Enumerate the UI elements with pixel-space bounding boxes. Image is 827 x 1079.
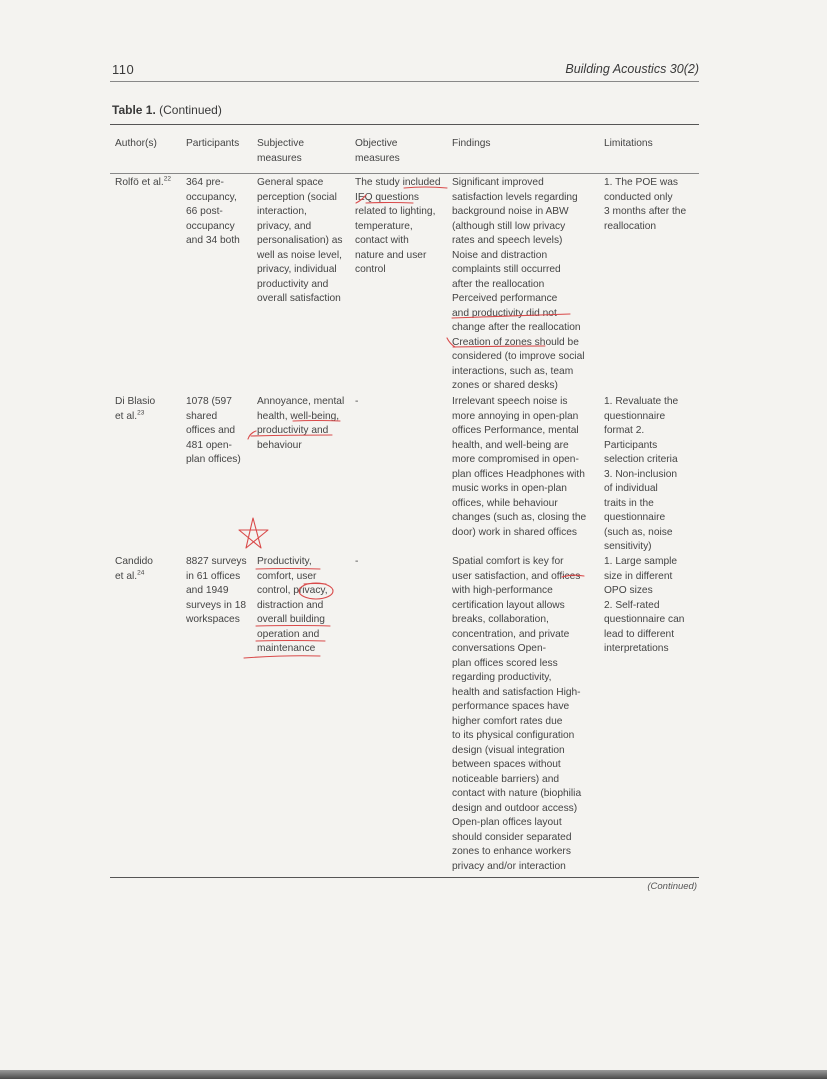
column-header-objective: Objective measures bbox=[355, 138, 400, 164]
reference-number: 22 bbox=[163, 175, 171, 183]
table-cell-subjective: Productivity, comfort, user control, privacy, distraction and overall building operation and maintenance bbox=[257, 556, 328, 654]
author-name: Candido et al. bbox=[115, 556, 153, 582]
table-cell-objective: - bbox=[355, 556, 359, 567]
column-header-subjective: Subjective measures bbox=[257, 138, 305, 164]
header-rule bbox=[110, 81, 699, 82]
table-row-author bbox=[115, 555, 185, 584]
table-cell-subjective: Annoyance, mental health, well-being, productivity and behaviour bbox=[257, 396, 345, 451]
column-header-authors: Author(s) bbox=[115, 138, 157, 149]
reference-number: 23 bbox=[137, 409, 145, 417]
table-cell-limitations: 1. The POE was conducted only 3 months after the reallocation bbox=[604, 177, 687, 232]
column-header-limitations: Limitations bbox=[604, 138, 653, 149]
continued-note: (Continued) bbox=[647, 881, 697, 892]
table-cell-findings: Spatial comfort is key for user satisfaction, and offices with high-performance certification layout allows breaks, collaboration, concentration, and private conversations Open- plan offices scored less regarding productivity, health and satisfaction High- performance spaces have higher comfort rates due to its physical configuration design (visual integration between spaces without noticeable barriers) and contact with nature (biophilia design and outdoor access) Open-plan offices layout should consider separated zones to enhance workers privacy and/or interaction bbox=[452, 556, 582, 872]
table-cell-objective: The study included IEQ questions related to lighting, temperature, contact with nature and user control bbox=[355, 177, 441, 275]
table-top-rule bbox=[110, 124, 699, 125]
table-cell-findings: Significant improved satisfaction levels regarding background noise in ABW (although still low privacy rates and speech levels) Noise and distraction complaints still occurred after the reallocation Perceived performance and productivity did not change after the reallocation Creation of zones should be considered (to improve social interactions, such as, team zones or shared desks) bbox=[452, 177, 585, 391]
table-row-author bbox=[115, 395, 185, 424]
author-name: Di Blasio et al. bbox=[115, 396, 156, 422]
table-bottom-rule bbox=[110, 877, 699, 878]
table-cell-subjective: General space perception (social interaction, privacy, and personalisation) as well as noise level, privacy, individual productivity and overall satisfaction bbox=[257, 177, 343, 304]
table-caption bbox=[112, 103, 222, 117]
table-cell-participants: 1078 (597 shared offices and 481 open- plan offices) bbox=[186, 396, 241, 465]
column-header-findings: Findings bbox=[452, 138, 491, 149]
scan-edge-shadow bbox=[0, 1070, 827, 1079]
table-cell-limitations: 1. Large sample size in different OPO sizes 2. Self-rated questionnaire can lead to different interpretations bbox=[604, 556, 685, 654]
column-header-participants: Participants bbox=[186, 138, 240, 149]
table-caption-text: (Continued) bbox=[159, 103, 222, 117]
page-number: 110 bbox=[112, 62, 135, 77]
table-cell-limitations: 1. Revaluate the questionnaire format 2. Participants selection criteria 3. Non-inclusion of individual traits in the questionnaire (such as, noise sensitivity) bbox=[604, 396, 679, 552]
table-label: Table 1. bbox=[112, 103, 156, 117]
table-row-author bbox=[115, 176, 185, 191]
table-cell-findings: Irrelevant speech noise is more annoying in open-plan offices Performance, mental health, and well-being are more compromised in open- plan offices Headphones with music works in open-plan offices, while behaviour changes (such as, closing the door) work in shared offices bbox=[452, 396, 587, 538]
table-cell-participants: 364 pre- occupancy, 66 post- occupancy and 34 both bbox=[186, 177, 240, 246]
table-cell-objective: - bbox=[355, 396, 359, 407]
header-bottom-rule bbox=[110, 173, 699, 174]
table-cell-participants: 8827 surveys in 61 offices and 1949 surveys in 18 workspaces bbox=[186, 556, 247, 625]
author-name: Rolfö et al. bbox=[115, 177, 164, 188]
star-mark bbox=[239, 518, 268, 548]
journal-name: Building Acoustics 30(2) bbox=[565, 62, 699, 76]
reference-number: 24 bbox=[137, 569, 145, 577]
